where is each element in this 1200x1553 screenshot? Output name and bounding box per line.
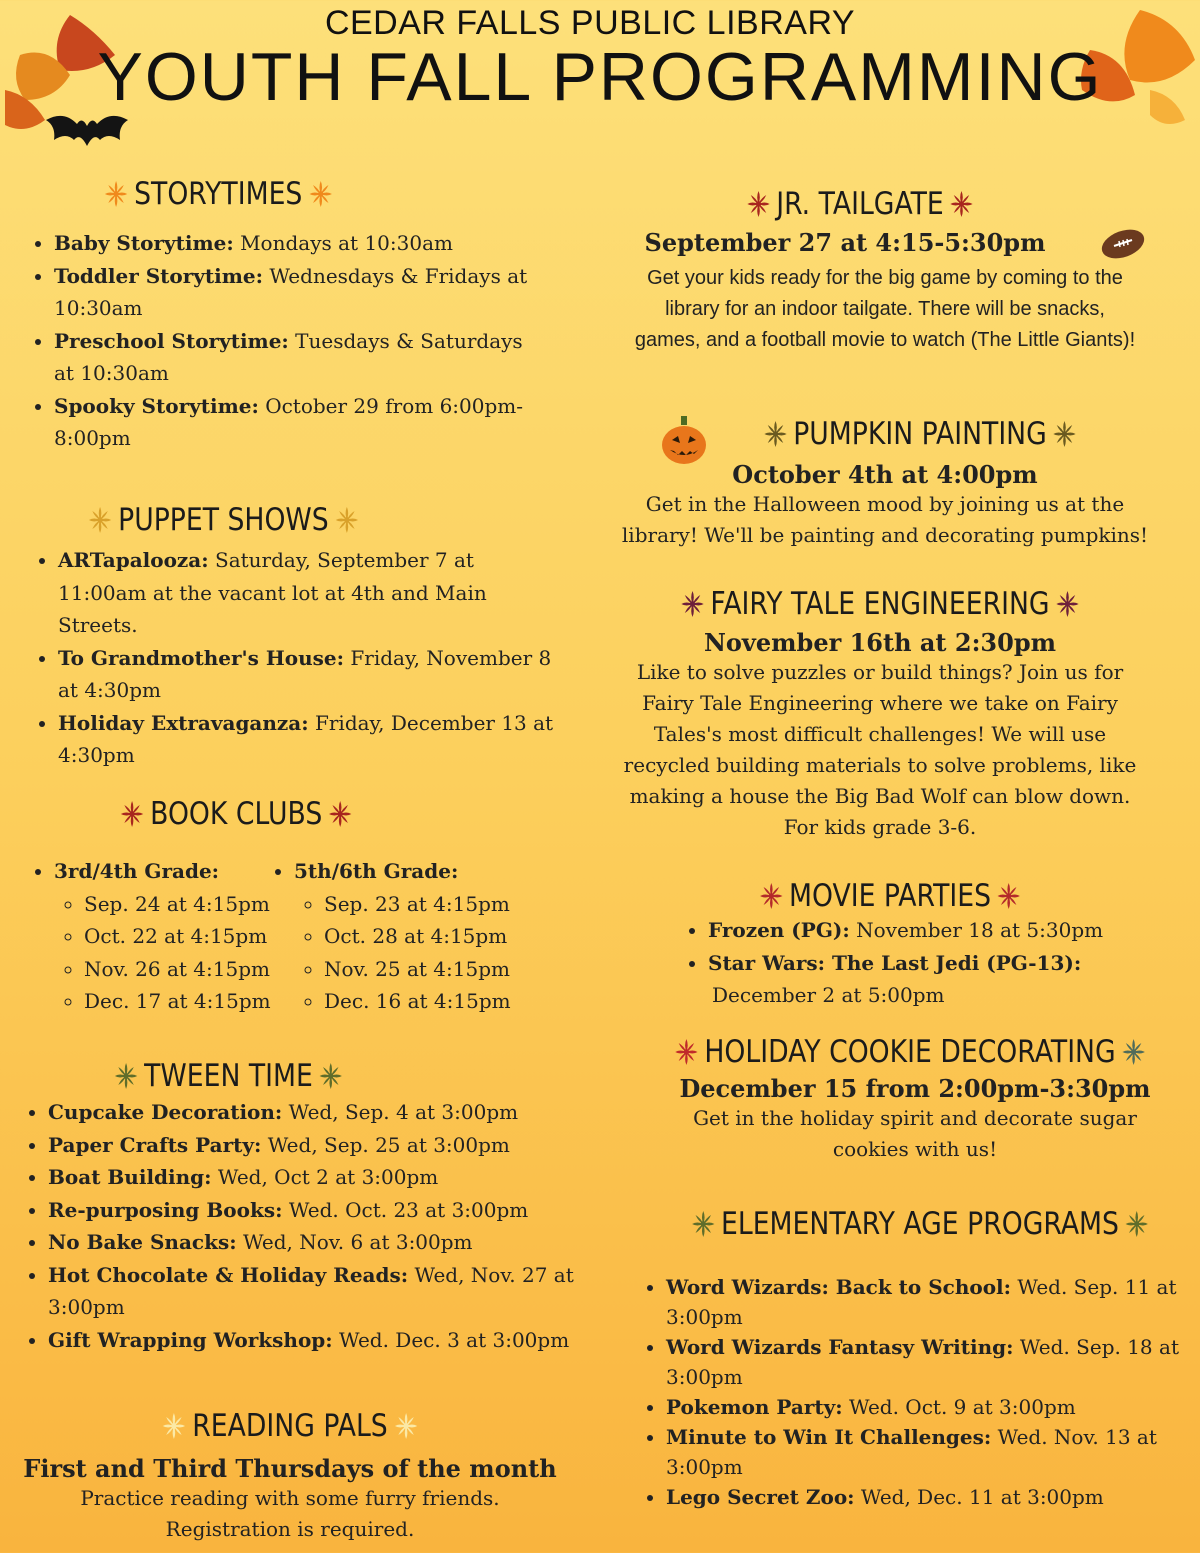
flower-icon — [1055, 589, 1081, 619]
list-item: • 3rd/4th Grade: ◦ Sep. 24 at 4:15pm ◦ Oct. 22 at 4:15pm ◦ Nov. 26 at 4:15pm ◦ Dec. 17 at 4:15pm — [54, 855, 304, 1018]
list-item: ◦ Sep. 24 at 4:15pm — [84, 888, 304, 921]
flower-icon — [996, 881, 1022, 911]
list-item: ◦ Nov. 26 at 4:15pm — [84, 953, 304, 986]
flower-icon — [87, 505, 113, 535]
cookie-line: cookies with us! — [832, 1137, 998, 1161]
flower-icon — [113, 1061, 139, 1091]
list-item: • Toddler Storytime: Wednesdays & Fridays at 10:30am — [54, 260, 534, 325]
list-item: • Frozen (PG): November 18 at 5:30pm — [708, 914, 1200, 947]
reading-pals-date: First and Third Thursdays of the month — [23, 1454, 557, 1483]
page-title: YOUTH FALL PROGRAMMING — [97, 39, 1103, 115]
flower-icon — [1124, 1209, 1150, 1239]
list-item: ◦ Sep. 23 at 4:15pm — [324, 888, 554, 921]
puppet-shows-title: PUPPET SHOWS — [118, 502, 329, 538]
flower-icon — [103, 179, 129, 209]
tween-time-heading — [108, 1058, 349, 1094]
storytimes-list — [28, 227, 534, 455]
football-icon — [1098, 226, 1148, 262]
list-item: • Gift Wrapping Workshop: Wed. Dec. 3 at 3:00pm — [48, 1324, 648, 1357]
list-item: • Holiday Extravaganza: Friday, December 13 at 4:30pm — [58, 707, 558, 772]
flower-icon — [161, 1411, 187, 1441]
cookie-date: December 15 from 2:00pm-3:30pm — [679, 1074, 1151, 1103]
fairy-tale-line: making a house the Big Bad Wolf can blow down. — [629, 784, 1131, 808]
movie-parties-title: MOVIE PARTIES — [788, 878, 992, 914]
book-club-5th-6th — [268, 855, 554, 1018]
book-clubs-heading — [114, 796, 358, 832]
movie-parties-extra: December 2 at 5:00pm — [712, 983, 945, 1007]
list-item: • Cupcake Decoration: Wed, Sep. 4 at 3:00pm — [48, 1096, 648, 1129]
library-name: CEDAR FALLS PUBLIC LIBRARY — [324, 4, 856, 42]
fairy-tale-line: For kids grade 3-6. — [783, 815, 977, 839]
list-item: • Minute to Win It Challenges: Wed. Nov. 13 at 3:00pm — [666, 1422, 1200, 1482]
pumpkin-painting-heading — [731, 416, 1109, 452]
flower-icon — [1052, 419, 1078, 449]
list-item: • Hot Chocolate & Holiday Reads: Wed, Nov. 27 at 3:00pm — [48, 1259, 648, 1324]
list-item: ◦ Dec. 17 at 4:15pm — [84, 985, 304, 1018]
pumpkin-painting-body — [580, 460, 1190, 551]
fairy-tale-line: Fairy Tale Engineering where we take on Fairy — [642, 691, 1118, 715]
jr-tailgate-line: library for an indoor tailgate. There will be snacks, — [665, 298, 1105, 320]
flower-icon — [949, 189, 975, 219]
flower-icon — [1121, 1037, 1147, 1067]
tween-time-list — [22, 1096, 648, 1356]
fairy-tale-heading — [639, 586, 1121, 622]
list-item: • ARTapalooza: Saturday, September 7 at 11:00am at the vacant lot at 4th and Main Streets. — [58, 544, 558, 642]
fairy-tale-title: FAIRY TALE ENGINEERING — [710, 586, 1050, 622]
elementary-heading — [645, 1206, 1195, 1242]
list-item: • Lego Secret Zoo: Wed, Dec. 11 at 3:00pm — [666, 1482, 1200, 1512]
book-club-3rd-4th — [28, 855, 304, 1018]
list-item: • Baby Storytime: Mondays at 10:30am — [54, 227, 534, 260]
storytimes-title: STORYTIMES — [134, 176, 303, 212]
pumpkin-painting-date: October 4th at 4:00pm — [732, 460, 1038, 489]
pumpkin-painting-title: PUMPKIN PAINTING — [793, 416, 1047, 452]
fairy-tale-line: Tales's most difficult challenges! We will use — [653, 722, 1107, 746]
cookie-heading — [643, 1034, 1176, 1070]
flower-icon — [308, 179, 334, 209]
reading-pals-body — [0, 1454, 580, 1545]
puppet-shows-list — [32, 544, 558, 772]
elementary-title: ELEMENTARY AGE PROGRAMS — [721, 1206, 1119, 1242]
tween-time-title: TWEEN TIME — [144, 1058, 313, 1094]
reading-pals-line: Registration is required. — [165, 1517, 415, 1541]
flower-icon — [745, 189, 771, 219]
movie-parties-list — [682, 914, 1200, 979]
reading-pals-title: READING PALS — [192, 1408, 388, 1444]
list-item: • Pokemon Party: Wed. Oct. 9 at 3:00pm — [666, 1392, 1200, 1422]
list-item: • Boat Building: Wed, Oct 2 at 3:00pm — [48, 1161, 648, 1194]
jr-tailgate-line: Get your kids ready for the big game by coming to the — [647, 267, 1123, 289]
jr-tailgate-title: JR. TAILGATE — [776, 186, 944, 222]
list-item: ◦ Oct. 22 at 4:15pm — [84, 920, 304, 953]
fairy-tale-date: November 16th at 2:30pm — [703, 628, 1057, 657]
flower-icon — [393, 1411, 419, 1441]
list-item: ◦ Oct. 28 at 4:15pm — [324, 920, 554, 953]
flower-icon — [762, 419, 788, 449]
pumpkin-icon — [660, 414, 708, 466]
fairy-tale-line: recycled building materials to solve problems, like — [623, 753, 1137, 777]
storytimes-heading — [98, 176, 338, 212]
book-clubs-title: BOOK CLUBS — [150, 796, 323, 832]
elementary-list — [640, 1272, 1200, 1512]
list-item: • Preschool Storytime: Tuesdays & Saturdays at 10:30am — [54, 325, 534, 390]
list-item: • Star Wars: The Last Jedi (PG-13): — [708, 947, 1200, 980]
flower-icon — [318, 1061, 344, 1091]
flower-icon — [758, 881, 784, 911]
list-item: ◦ Dec. 16 at 4:15pm — [324, 985, 554, 1018]
fairy-tale-line: Like to solve puzzles or build things? Join us for — [636, 660, 1124, 684]
list-item: • Paper Crafts Party: Wed, Sep. 25 at 3:00pm — [48, 1129, 648, 1162]
reading-pals-heading — [41, 1408, 540, 1444]
list-item: • Word Wizards: Back to School: Wed. Sep. 11 at 3:00pm — [666, 1272, 1200, 1332]
flower-icon — [334, 505, 360, 535]
list-item: • To Grandmother's House: Friday, November 8 at 4:30pm — [58, 642, 558, 707]
flower-icon — [119, 799, 145, 829]
cookie-body — [610, 1074, 1200, 1165]
fairy-tale-body — [570, 628, 1190, 843]
pumpkin-painting-line: library! We'll be painting and decorating pumpkins! — [621, 523, 1149, 547]
jr-tailgate-line: games, and a football movie to watch (The Little Giants)! — [634, 329, 1136, 351]
reading-pals-line: Practice reading with some furry friends. — [80, 1486, 500, 1510]
list-item: ◦ Nov. 25 at 4:15pm — [324, 953, 554, 986]
flower-icon — [673, 1037, 699, 1067]
pumpkin-painting-line: Get in the Halloween mood by joining us at the — [645, 492, 1125, 516]
cookie-title: HOLIDAY COOKIE DECORATING — [704, 1034, 1116, 1070]
flower-icon — [690, 1209, 716, 1239]
jr-tailgate-heading — [619, 186, 1101, 222]
list-item: • Spooky Storytime: October 29 from 6:00pm-8:00pm — [54, 390, 534, 455]
list-item: • Word Wizards Fantasy Writing: Wed. Sep. 18 at 3:00pm — [666, 1332, 1200, 1392]
list-item: • 5th/6th Grade: ◦ Sep. 23 at 4:15pm ◦ Oct. 28 at 4:15pm ◦ Nov. 25 at 4:15pm ◦ Dec. 16 at 4:15pm — [294, 855, 554, 1018]
movie-parties-heading — [658, 878, 1122, 914]
list-item: • No Bake Snacks: Wed, Nov. 6 at 3:00pm — [48, 1226, 648, 1259]
flower-icon — [679, 589, 705, 619]
puppet-shows-heading — [82, 502, 365, 538]
flower-icon — [327, 799, 353, 829]
cookie-line: Get in the holiday spirit and decorate sugar — [693, 1106, 1137, 1130]
jr-tailgate-date: September 27 at 4:15-5:30pm — [644, 228, 1046, 257]
list-item: • Re-purposing Books: Wed. Oct. 23 at 3:00pm — [48, 1194, 648, 1227]
